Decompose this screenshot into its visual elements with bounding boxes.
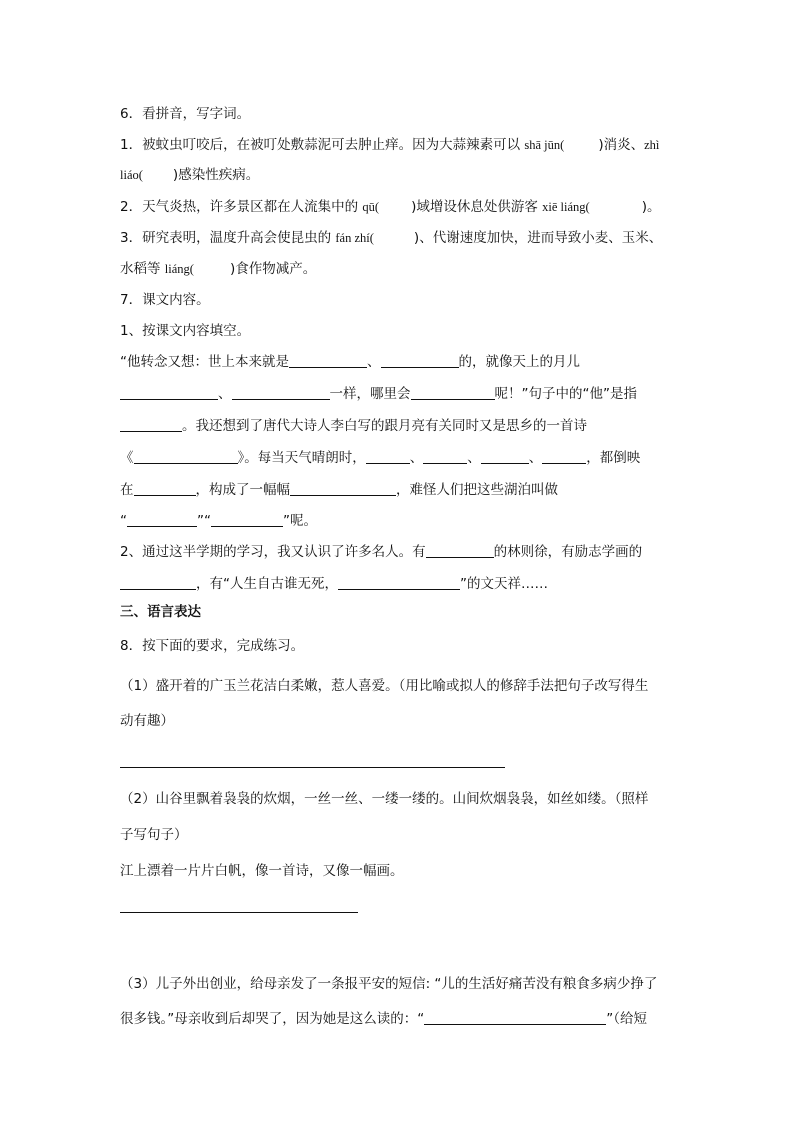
q8-part1-line-2: 动有趣） [120,713,174,729]
q7-fill-line-4 [120,449,640,467]
q7-sub2-line-1 [120,543,642,561]
q7-blank-1[interactable] [289,353,367,368]
q7-l1-text-a: “他转念又想：世上本来就是 [120,354,289,370]
q7-blank-13[interactable] [290,481,396,496]
q6-sentence-3-line-2 [120,260,316,278]
section-3-title: 三、语言表达 [120,604,201,620]
q7-l4-text-b: 》。每当天气晴朗时， [237,450,366,466]
q7-blank-11[interactable] [542,449,586,464]
q7-fill-line-1 [120,353,580,371]
q8-part3-text-a: 很多钱。”母亲收到后却哭了，因为她是这么读的：“ [120,1011,425,1027]
q8-part2-line-2: 子写句子） [120,827,188,843]
q7-fill-line-3 [120,417,587,435]
q7-l1-text-c: 的，就像天上的月儿 [458,354,580,370]
q7-l4-text-a: 《 [120,450,134,466]
q7-l6-text-b: ”“ [197,513,211,529]
q6-s1-pinyin-1: shā jūn( [524,138,565,152]
q7-l6-text-a: “ [120,513,127,529]
q8-part2-answer-line[interactable] [120,912,358,913]
q6-s2-pinyin-1: qū( [362,200,380,214]
q6-s2-text-a: 2．天气炎热，许多景区都在人流集中的 [120,199,363,215]
q6-sentence-1-line-1 [120,136,659,154]
q7-blank-14[interactable] [127,512,197,527]
q6-s1-text-a: 1．被蚊虫叮咬后，在被叮处敷蒜泥可去肿止痒。因为大蒜辣素可以 [120,137,525,153]
q6-s1-text-b: )消炎、 [598,137,645,153]
q7-fill-line-5 [120,481,558,499]
q7-l6-text-c: ”呢。 [283,513,317,529]
q7-blank-18[interactable] [338,575,460,590]
q7-blank-3[interactable] [120,385,218,400]
q6-s1-pinyin-3: liáo( [120,168,143,182]
q7-fill-line-6 [120,512,317,530]
q6-s2-text-b: )域增设休息处供游客 [411,199,543,215]
q7-l4-text-e: 、 [528,450,543,466]
q7-l2-text-a: 、 [218,386,232,402]
q7-blank-4[interactable] [232,385,330,400]
q6-s3-text-d: )食作物减产。 [229,261,317,277]
q7-blank-7[interactable] [134,449,238,464]
q7-l5-text-b: ，构成了一幅幅 [195,482,290,498]
q7-l4-text-d: 、 [467,450,481,466]
q8-part3-line-1: （3）儿子外出创业，给母亲发了一条报平安的短信: “儿的生活好痛苦没有粮食多病少挣了 [120,976,658,992]
q6-s1-text-c: )感染性疾病。 [172,167,260,183]
q7-blank-6[interactable] [120,417,182,432]
q7-blank-2[interactable] [381,353,459,368]
q8-part3-line-2 [120,1010,647,1028]
q6-s3-text-c: 水稻等 [120,261,165,277]
q6-sentence-1-line-2 [120,166,259,184]
q8-title: 8．按下面的要求，完成练习。 [120,638,305,654]
q7-sub2-line-2 [120,575,548,593]
q7-sub2-text-c: ，有“人生自古谁无死， [196,576,338,592]
q6-s3-text-b: )、代谢速度加快，进而导致小麦、玉米、 [413,230,663,246]
q7-l3-text-a: 。我还想到了唐代大诗人李白写的跟月亮有关同时又是思乡的一首诗 [182,418,587,434]
q7-blank-15[interactable] [211,512,283,527]
q7-title: 7．课文内容。 [120,292,210,308]
q6-s1-pinyin-2: zhì [644,138,660,152]
q7-l4-text-c: 、 [409,450,424,466]
q7-blank-5[interactable] [411,385,495,400]
q7-blank-9[interactable] [423,449,467,464]
q8-part3-blank[interactable] [424,1010,606,1025]
q7-l1-text-b: 、 [367,354,381,370]
q6-s2-text-c: )。 [641,199,661,215]
q8-part2-example: 江上漂着一片片白帆，像一首诗，又像一幅画。 [120,863,404,879]
q6-title: 6．看拼音，写字词。 [120,106,251,122]
q7-l5-text-a: 在 [120,482,134,498]
q7-sub2-text-b: 的林则徐，有励志学画的 [493,544,643,560]
q6-s3-pinyin-1: fán zhí( [335,231,374,245]
q7-sub1-title: 1、按课文内容填空。 [120,323,251,339]
q6-s3-pinyin-2: liáng( [164,262,194,276]
q7-fill-line-2 [120,385,637,403]
q7-l2-text-c: 呢！”句子中的“他”是指 [494,386,637,402]
q7-sub2-text-d: ”的文天祥…… [460,576,548,592]
q8-part1-answer-line[interactable] [120,767,505,768]
q7-blank-8[interactable] [366,449,410,464]
q8-part3-text-b: ”（给短 [606,1011,647,1027]
q6-sentence-2 [120,198,660,216]
q7-blank-17[interactable] [120,575,196,590]
q7-blank-10[interactable] [481,449,529,464]
q8-part1-line-1: （1）盛开着的广玉兰花洁白柔嫩，惹人喜爱。（用比喻或拟人的修辞手法把句子改写得生 [120,678,649,694]
q7-sub2-text-a: 2、通过这半学期的学习，我又认识了许多名人。有 [120,544,426,560]
q6-s2-pinyin-2: xiē liáng( [542,200,590,214]
q7-l4-text-f: ，都倒映 [586,450,641,466]
q8-part2-line-1: （2）山谷里飘着袅袅的炊烟，一丝一丝、一缕一缕的。山间炊烟袅袅，如丝如缕。（照样 [120,791,649,807]
q7-l5-text-c: ，难怪人们把这些湖泊叫做 [396,482,558,498]
q7-blank-16[interactable] [426,543,494,558]
q6-sentence-3-line-1 [120,229,662,247]
q6-s3-text-a: 3．研究表明，温度升高会使昆虫的 [120,230,336,246]
q7-blank-12[interactable] [134,481,196,496]
q7-l2-text-b: 一样，哪里会 [329,386,411,402]
